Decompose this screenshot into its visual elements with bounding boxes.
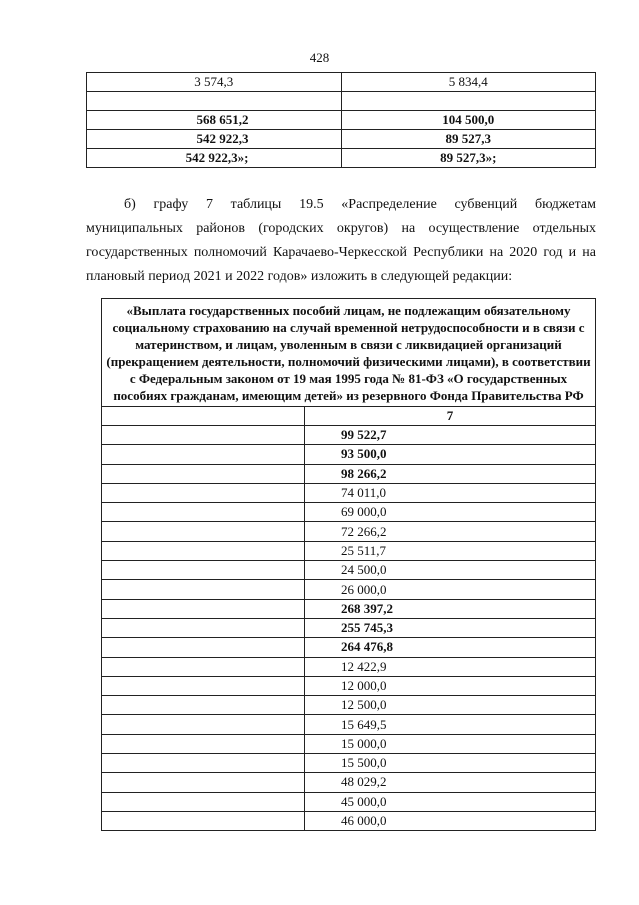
table-row: [102, 811, 596, 830]
value-cell: 15 500,0: [305, 754, 596, 773]
blank-cell: [102, 580, 305, 599]
blank-cell: [102, 522, 305, 541]
value-cell: 93 500,0: [305, 445, 596, 464]
top-table-row: [87, 73, 596, 92]
top-table-cell-left: 568 651,2: [87, 111, 342, 130]
table-row: [102, 503, 596, 522]
value-cell: 264 476,8: [305, 638, 596, 657]
blank-cell: [102, 599, 305, 618]
blank-cell: [102, 407, 305, 426]
table-row: [102, 580, 596, 599]
value-cell: 255 745,3: [305, 618, 596, 637]
table-row: [102, 754, 596, 773]
blank-cell: [102, 811, 305, 830]
page-number: 428: [309, 50, 330, 65]
blank-cell: [102, 503, 305, 522]
top-table-body: [87, 73, 596, 168]
blank-cell: [102, 561, 305, 580]
top-table-cell-left: 542 922,3»;: [87, 149, 342, 168]
blank-cell: [102, 541, 305, 560]
value-cell: 24 500,0: [305, 561, 596, 580]
table-row: [102, 464, 596, 483]
value-cell: 12 422,9: [305, 657, 596, 676]
column-number-row: [102, 407, 596, 426]
blank-cell: [102, 483, 305, 502]
column-number: 7: [305, 407, 596, 426]
blank-cell: [102, 734, 305, 753]
blank-cell: [102, 754, 305, 773]
top-table-cell-left: 3 574,3: [87, 73, 342, 92]
amendment-paragraph: [86, 193, 596, 289]
blank-cell: [102, 445, 305, 464]
table-row: [102, 734, 596, 753]
value-cell: 12 000,0: [305, 676, 596, 695]
top-table-cell-right: 5 834,4: [341, 73, 596, 92]
top-table-row: [87, 149, 596, 168]
table-row: [102, 541, 596, 560]
value-cell: 45 000,0: [305, 792, 596, 811]
table-row: [102, 599, 596, 618]
top-table-row: [87, 130, 596, 149]
value-cell: 268 397,2: [305, 599, 596, 618]
value-cell: 98 266,2: [305, 464, 596, 483]
blank-cell: [102, 696, 305, 715]
value-cell: 74 011,0: [305, 483, 596, 502]
value-cell: 72 266,2: [305, 522, 596, 541]
value-cell: 99 522,7: [305, 426, 596, 445]
top-table-cell-right: [341, 92, 596, 111]
value-cell: 15 000,0: [305, 734, 596, 753]
main-table-body: [102, 407, 596, 831]
blank-cell: [102, 657, 305, 676]
blank-cell: [102, 618, 305, 637]
paragraph-text: б) графу 7 таблицы 19.5 «Распределение субвенций бюджетам муниципальных районов (городских округов) на осуществление отдельных государственных полномочий Карачаево-Черкесской Республики на 2020 год и на плановый период 2021 и 2022 годов» изложить в следующей редакции:: [86, 197, 596, 284]
table-row: [102, 676, 596, 695]
column-header: «Выплата государственных пособий лицам, не подлежащим обязательному социальному страхованию на случай временной нетрудоспособности и в связи с материнством, и лицам, уволенным в связи с ликвидацией организаций (прекращением деятельности, полномочий физическими лицами), в соответствии с Федеральным законом от 19 мая 1995 года № 81-ФЗ «О государственных пособиях гражданам, имеющим детей» из резервного Фонда Правительства РФ: [102, 299, 596, 407]
top-table-cell-left: [87, 92, 342, 111]
blank-cell: [102, 715, 305, 734]
table-row: [102, 773, 596, 792]
value-cell: 25 511,7: [305, 541, 596, 560]
top-table-cell-right: 89 527,3»;: [341, 149, 596, 168]
table-row: [102, 638, 596, 657]
blank-cell: [102, 426, 305, 445]
top-table-cell-right: 89 527,3: [341, 130, 596, 149]
table-row: [102, 561, 596, 580]
top-table-row: [87, 92, 596, 111]
table-row: [102, 792, 596, 811]
blank-cell: [102, 638, 305, 657]
table-row: [102, 715, 596, 734]
table-row: [102, 426, 596, 445]
value-cell: 26 000,0: [305, 580, 596, 599]
top-table-cell-left: 542 922,3: [87, 130, 342, 149]
value-cell: 46 000,0: [305, 811, 596, 830]
main-table: [101, 298, 596, 831]
table-row: [102, 483, 596, 502]
table-row: [102, 445, 596, 464]
value-cell: 15 649,5: [305, 715, 596, 734]
blank-cell: [102, 792, 305, 811]
blank-cell: [102, 773, 305, 792]
table-row: [102, 618, 596, 637]
header-row: [102, 299, 596, 407]
top-table-cell-right: 104 500,0: [341, 111, 596, 130]
blank-cell: [102, 676, 305, 695]
value-cell: 12 500,0: [305, 696, 596, 715]
value-cell: 69 000,0: [305, 503, 596, 522]
table-row: [102, 657, 596, 676]
top-table: [86, 72, 596, 168]
table-row: [102, 696, 596, 715]
blank-cell: [102, 464, 305, 483]
top-table-row: [87, 111, 596, 130]
value-cell: 48 029,2: [305, 773, 596, 792]
table-row: [102, 522, 596, 541]
